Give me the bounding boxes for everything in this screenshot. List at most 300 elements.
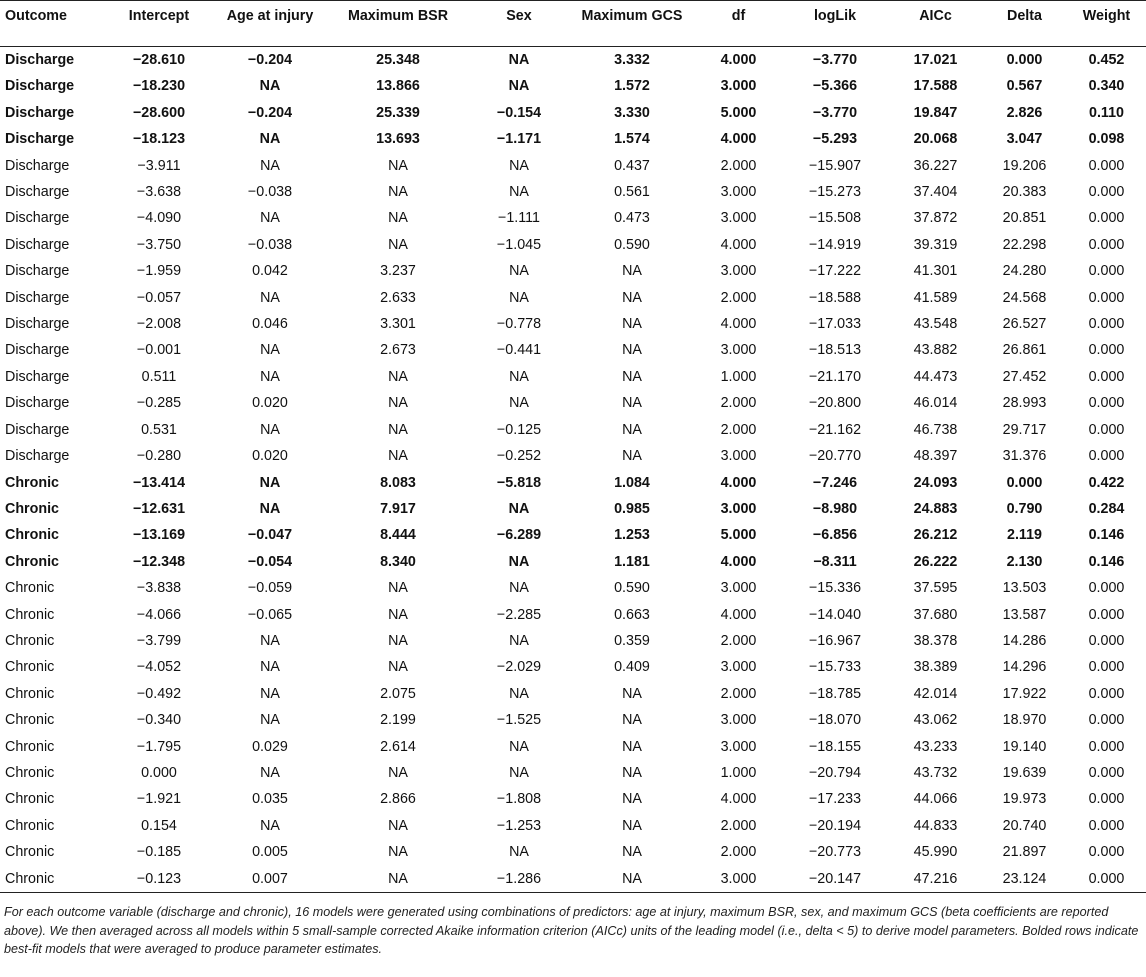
- cell-weight: 0.146: [1088, 553, 1125, 570]
- cell-loglik: −17.233: [808, 791, 862, 808]
- cell-outcome: Discharge: [5, 236, 70, 253]
- header-df: df: [696, 1, 781, 47]
- header-sex: Sex: [470, 1, 568, 47]
- cell-aicc: 37.404: [913, 184, 958, 201]
- cell-outcome: Chronic: [5, 817, 55, 834]
- cell-outcome: Discharge: [5, 421, 70, 438]
- cell-aicc: 48.397: [913, 448, 958, 465]
- cell-intercept: −0.280: [136, 448, 182, 465]
- cell-loglik: −8.311: [813, 553, 857, 570]
- cell-df: 3.000: [720, 184, 757, 201]
- cell-sex: −0.252: [496, 448, 542, 465]
- cell-weight: 0.000: [1088, 712, 1125, 729]
- cell-sex: −1.525: [496, 712, 542, 729]
- cell-delta: 14.286: [1002, 632, 1047, 649]
- cell-weight: 0.000: [1067, 866, 1146, 893]
- cell-loglik: −18.513: [808, 342, 862, 359]
- table-body: [0, 47, 1146, 893]
- cell-aicc: 38.378: [913, 632, 958, 649]
- cell-maximum-bsr: NA: [388, 448, 408, 465]
- cell-aicc: 37.680: [913, 606, 958, 623]
- cell-maximum-gcs: 1.574: [614, 131, 650, 148]
- cell-aicc: 20.068: [913, 131, 958, 148]
- cell-df: 2.000: [720, 157, 757, 174]
- cell-outcome: Chronic: [5, 764, 55, 781]
- cell-weight: 0.452: [1088, 52, 1125, 68]
- cell-age-at-injury: 0.046: [252, 316, 288, 333]
- cell-loglik: −3.770: [812, 104, 858, 121]
- cell-maximum-bsr: 3.237: [380, 263, 416, 280]
- cell-age-at-injury: NA: [260, 764, 280, 781]
- cell-weight: 0.000: [1088, 421, 1125, 438]
- cell-weight: 0.146: [1088, 527, 1125, 544]
- cell-delta: 21.897: [1002, 844, 1047, 861]
- cell-outcome: Chronic: [0, 866, 104, 893]
- table-footnote: For each outcome variable (discharge and chronic), 16 models were generated using combinations of predictors: age at injury, maximum BSR, sex, and maximum GCS (beta coefficients are reported above). We then averaged across all models within 5 small-sample corrected Akaike information criterion (AICc) units of the leading model (i.e., delta < 5) to derive model parameters. Bolded rows indicate best-fit models that were averaged to produce parameter estimates.: [4, 905, 1139, 956]
- cell-sex: NA: [509, 738, 529, 755]
- cell-maximum-gcs: 3.332: [614, 52, 650, 68]
- cell-df: 3.000: [720, 342, 757, 359]
- table-row: [0, 337, 1146, 363]
- cell-loglik: −20.794: [808, 764, 862, 781]
- cell-delta: 26.861: [1002, 342, 1047, 359]
- cell-intercept: −0.123: [104, 866, 214, 893]
- cell-df: 4.000: [720, 52, 757, 68]
- cell-df: 2.000: [720, 395, 757, 412]
- cell-intercept: −28.610: [132, 52, 186, 68]
- cell-delta: 31.376: [1002, 448, 1047, 465]
- table-row: [0, 47, 1146, 74]
- table-row: [0, 100, 1146, 126]
- cell-delta: 2.119: [1007, 527, 1042, 544]
- cell-intercept: −12.348: [132, 553, 186, 570]
- cell-weight: 0.000: [1088, 580, 1125, 597]
- cell-age-at-injury: 0.035: [252, 791, 288, 808]
- cell-maximum-bsr: NA: [388, 236, 408, 253]
- cell-age-at-injury: NA: [260, 210, 280, 227]
- header-age-at-injury: Age at injury: [214, 1, 326, 47]
- cell-outcome: Chronic: [5, 474, 60, 491]
- cell-aicc: 45.990: [913, 844, 958, 861]
- cell-age-at-injury: NA: [259, 500, 281, 517]
- cell-age-at-injury: NA: [260, 342, 280, 359]
- cell-intercept: −2.008: [136, 316, 182, 333]
- cell-delta: 3.047: [1006, 131, 1043, 148]
- cell-df: 5.000: [720, 527, 757, 544]
- table-row: [0, 707, 1146, 733]
- cell-outcome: Discharge: [5, 368, 70, 385]
- cell-df: 2.000: [720, 685, 757, 702]
- cell-outcome: Discharge: [5, 78, 75, 95]
- table-row: [0, 522, 1146, 548]
- cell-aicc: 43.548: [913, 316, 958, 333]
- cell-maximum-gcs: NA: [622, 448, 642, 465]
- cell-maximum-bsr: NA: [388, 632, 408, 649]
- cell-intercept: −3.911: [137, 157, 181, 174]
- cell-delta: 2.826: [1006, 104, 1043, 121]
- cell-intercept: −12.631: [132, 500, 186, 517]
- cell-maximum-gcs: NA: [622, 764, 642, 781]
- cell-loglik: −5.366: [812, 78, 858, 95]
- cell-loglik: −18.588: [808, 289, 862, 306]
- cell-maximum-gcs: 0.590: [614, 236, 650, 253]
- cell-maximum-gcs: NA: [622, 316, 642, 333]
- cell-age-at-injury: NA: [260, 659, 280, 676]
- cell-df: 1.000: [720, 764, 757, 781]
- cell-maximum-bsr: 2.633: [380, 289, 416, 306]
- cell-weight: 0.000: [1088, 448, 1125, 465]
- cell-sex: −5.818: [496, 474, 542, 491]
- cell-maximum-bsr: NA: [388, 421, 408, 438]
- cell-intercept: −0.001: [136, 342, 182, 359]
- cell-loglik: −6.856: [812, 527, 858, 544]
- cell-intercept: 0.000: [141, 764, 177, 781]
- cell-df: 3.000: [720, 712, 757, 729]
- cell-df: 2.000: [720, 817, 757, 834]
- cell-loglik: −18.155: [808, 738, 862, 755]
- cell-intercept: 0.511: [141, 368, 177, 385]
- header-row: [0, 1, 1146, 47]
- cell-outcome: Discharge: [5, 395, 70, 412]
- cell-weight: 0.098: [1088, 131, 1125, 148]
- cell-maximum-bsr: 3.301: [380, 316, 416, 333]
- cell-intercept: −1.795: [136, 738, 182, 755]
- cell-sex: −1.253: [496, 817, 542, 834]
- cell-df: 3.000: [720, 263, 757, 280]
- cell-loglik: −18.070: [808, 712, 862, 729]
- cell-weight: 0.000: [1088, 342, 1125, 359]
- cell-df: 4.000: [720, 553, 757, 570]
- cell-intercept: −28.600: [132, 104, 186, 121]
- cell-weight: 0.000: [1088, 685, 1125, 702]
- cell-weight: 0.110: [1089, 104, 1124, 121]
- cell-sex: NA: [508, 500, 530, 517]
- cell-outcome: Chronic: [5, 738, 55, 755]
- cell-intercept: −3.799: [136, 632, 182, 649]
- table-row: [0, 285, 1146, 311]
- cell-weight: 0.000: [1088, 817, 1125, 834]
- cell-outcome: Chronic: [5, 844, 55, 861]
- table-row: [0, 496, 1146, 522]
- table-row: [0, 126, 1146, 152]
- cell-maximum-gcs: NA: [622, 738, 642, 755]
- cell-delta: 13.587: [1002, 606, 1047, 623]
- cell-intercept: −4.090: [136, 210, 182, 227]
- cell-aicc: 43.882: [913, 342, 958, 359]
- cell-maximum-gcs: NA: [622, 685, 642, 702]
- cell-sex: −0.154: [496, 104, 542, 121]
- cell-delta: 17.922: [1002, 685, 1047, 702]
- cell-maximum-bsr: 2.199: [380, 712, 416, 729]
- cell-maximum-gcs: 0.663: [614, 606, 650, 623]
- cell-age-at-injury: NA: [259, 131, 281, 148]
- cell-age-at-injury: NA: [260, 685, 280, 702]
- cell-sex: −0.778: [496, 316, 542, 333]
- cell-aicc: 43.732: [913, 764, 958, 781]
- cell-maximum-bsr: 25.339: [376, 104, 420, 121]
- table-row: [0, 390, 1146, 416]
- cell-intercept: −18.230: [132, 78, 186, 95]
- cell-delta: 14.296: [1002, 659, 1047, 676]
- cell-delta: 23.124: [982, 866, 1067, 893]
- cell-df: 4.000: [720, 791, 757, 808]
- cell-intercept: −0.057: [136, 289, 182, 306]
- cell-age-at-injury: NA: [260, 157, 280, 174]
- cell-age-at-injury: NA: [260, 368, 280, 385]
- cell-maximum-bsr: 2.866: [380, 791, 416, 808]
- table-row: [0, 364, 1146, 390]
- cell-delta: 0.000: [1006, 474, 1043, 491]
- cell-loglik: −5.293: [812, 131, 858, 148]
- cell-maximum-gcs: NA: [622, 395, 642, 412]
- cell-outcome: Chronic: [5, 791, 55, 808]
- cell-maximum-gcs: 0.590: [614, 580, 650, 597]
- cell-aicc: 37.872: [913, 210, 958, 227]
- cell-age-at-injury: −0.204: [247, 52, 293, 68]
- cell-weight: 0.000: [1088, 184, 1125, 201]
- table-row: [0, 153, 1146, 179]
- cell-outcome: Discharge: [5, 289, 70, 306]
- cell-aicc: 42.014: [913, 685, 958, 702]
- table-row: [0, 734, 1146, 760]
- cell-loglik: −17.222: [808, 263, 862, 280]
- cell-maximum-bsr: 8.340: [380, 553, 416, 570]
- cell-outcome: Discharge: [5, 131, 75, 148]
- cell-maximum-gcs: NA: [622, 791, 642, 808]
- cell-aicc: 47.216: [889, 866, 982, 893]
- cell-outcome: Discharge: [5, 342, 70, 359]
- table-row: [0, 73, 1146, 99]
- cell-sex: NA: [509, 368, 529, 385]
- cell-maximum-gcs: NA: [622, 844, 642, 861]
- header-weight: Weight: [1067, 1, 1146, 47]
- cell-delta: 20.740: [1002, 817, 1047, 834]
- cell-maximum-bsr: 13.866: [376, 78, 420, 95]
- cell-loglik: −14.040: [808, 606, 862, 623]
- cell-weight: 0.000: [1088, 632, 1125, 649]
- header-outcome: Outcome: [0, 1, 104, 47]
- table-row: [0, 443, 1146, 469]
- cell-intercept: −4.066: [136, 606, 182, 623]
- cell-outcome: Discharge: [5, 157, 70, 174]
- cell-delta: 19.973: [1002, 791, 1047, 808]
- cell-aicc: 44.473: [913, 368, 958, 385]
- cell-maximum-bsr: NA: [388, 606, 408, 623]
- table-row: [0, 549, 1146, 575]
- cell-age-at-injury: NA: [260, 632, 280, 649]
- cell-sex: NA: [509, 395, 529, 412]
- cell-delta: 19.206: [1002, 157, 1047, 174]
- cell-maximum-gcs: 0.985: [614, 500, 650, 517]
- cell-sex: −6.289: [496, 527, 542, 544]
- cell-aicc: 43.062: [913, 712, 958, 729]
- cell-outcome: Chronic: [5, 659, 55, 676]
- cell-delta: 0.790: [1006, 500, 1043, 517]
- cell-outcome: Chronic: [5, 500, 60, 517]
- cell-delta: 13.503: [1002, 580, 1047, 597]
- cell-aicc: 37.595: [913, 580, 958, 597]
- cell-weight: 0.340: [1088, 78, 1125, 95]
- cell-sex: NA: [509, 580, 529, 597]
- cell-df: 3.000: [720, 448, 757, 465]
- cell-sex: NA: [508, 52, 530, 68]
- cell-age-at-injury: −0.065: [247, 606, 293, 623]
- cell-aicc: 44.066: [913, 791, 958, 808]
- cell-delta: 20.383: [1002, 184, 1047, 201]
- cell-loglik: −18.785: [808, 685, 862, 702]
- cell-aicc: 19.847: [913, 104, 958, 121]
- cell-sex: NA: [509, 157, 529, 174]
- cell-age-at-injury: NA: [259, 78, 281, 95]
- cell-intercept: −3.638: [136, 184, 182, 201]
- table-row: [0, 813, 1146, 839]
- cell-loglik: −15.508: [808, 210, 862, 227]
- table-row: [0, 681, 1146, 707]
- cell-df: 5.000: [720, 104, 757, 121]
- cell-loglik: −21.170: [808, 368, 862, 385]
- cell-maximum-gcs: 1.084: [614, 474, 650, 491]
- table-row: [0, 839, 1146, 865]
- cell-age-at-injury: 0.042: [252, 263, 288, 280]
- cell-delta: 22.298: [1002, 236, 1047, 253]
- cell-df: 2.000: [720, 421, 757, 438]
- cell-maximum-bsr: 2.614: [380, 738, 416, 755]
- cell-loglik: −20.770: [808, 448, 862, 465]
- cell-loglik: −20.800: [808, 395, 862, 412]
- table-row: [0, 602, 1146, 628]
- table-row: [0, 179, 1146, 205]
- cell-maximum-bsr: 2.673: [380, 342, 416, 359]
- cell-delta: 29.717: [1002, 421, 1047, 438]
- cell-aicc: 36.227: [913, 157, 958, 174]
- cell-sex: −2.029: [496, 659, 542, 676]
- cell-df: 3.000: [720, 500, 757, 517]
- cell-df: 2.000: [720, 844, 757, 861]
- cell-aicc: 46.738: [913, 421, 958, 438]
- cell-intercept: −0.185: [136, 844, 182, 861]
- cell-aicc: 26.222: [913, 553, 958, 570]
- cell-outcome: Discharge: [5, 104, 75, 121]
- cell-age-at-injury: −0.054: [247, 553, 293, 570]
- header-aicc: AICc: [889, 1, 982, 47]
- table-row: [0, 760, 1146, 786]
- cell-maximum-gcs: NA: [622, 421, 642, 438]
- cell-age-at-injury: 0.020: [252, 395, 288, 412]
- cell-delta: 0.000: [1006, 52, 1043, 68]
- cell-df: 4.000: [720, 316, 757, 333]
- cell-weight: 0.000: [1088, 316, 1125, 333]
- cell-weight: 0.422: [1088, 474, 1125, 491]
- cell-maximum-bsr: NA: [326, 866, 470, 893]
- cell-age-at-injury: 0.020: [252, 448, 288, 465]
- cell-outcome: Chronic: [5, 685, 55, 702]
- cell-aicc: 38.389: [913, 659, 958, 676]
- cell-outcome: Chronic: [5, 580, 55, 597]
- cell-weight: 0.000: [1088, 791, 1125, 808]
- cell-df: 4.000: [720, 131, 757, 148]
- cell-maximum-bsr: NA: [388, 184, 408, 201]
- table-row: [0, 205, 1146, 231]
- cell-sex: NA: [509, 289, 529, 306]
- cell-maximum-gcs: 0.561: [614, 184, 650, 201]
- cell-maximum-gcs: 0.437: [614, 157, 650, 174]
- cell-weight: 0.000: [1088, 606, 1125, 623]
- cell-weight: 0.000: [1088, 764, 1125, 781]
- cell-delta: 27.452: [1002, 368, 1047, 385]
- cell-age-at-injury: 0.005: [252, 844, 288, 861]
- cell-loglik: −16.967: [808, 632, 862, 649]
- cell-age-at-injury: 0.029: [252, 738, 288, 755]
- cell-aicc: 17.021: [913, 52, 958, 68]
- cell-sex: NA: [509, 632, 529, 649]
- cell-sex: −1.045: [496, 236, 542, 253]
- cell-sex: −1.808: [496, 791, 542, 808]
- cell-maximum-bsr: NA: [388, 157, 408, 174]
- cell-sex: −0.441: [496, 342, 542, 359]
- cell-maximum-bsr: NA: [388, 844, 408, 861]
- cell-df: 3.000: [720, 78, 757, 95]
- cell-maximum-bsr: 25.348: [376, 52, 420, 68]
- cell-aicc: 39.319: [913, 236, 958, 253]
- cell-delta: 2.130: [1006, 553, 1043, 570]
- cell-loglik: −15.907: [808, 157, 862, 174]
- cell-aicc: 43.233: [913, 738, 958, 755]
- cell-aicc: 41.301: [913, 263, 958, 280]
- cell-weight: 0.000: [1088, 210, 1125, 227]
- table-row: [0, 866, 1146, 893]
- cell-maximum-bsr: NA: [388, 659, 408, 676]
- cell-weight: 0.000: [1088, 236, 1125, 253]
- table-row: [0, 786, 1146, 812]
- cell-df: 2.000: [720, 289, 757, 306]
- cell-maximum-bsr: NA: [388, 764, 408, 781]
- cell-aicc: 44.833: [913, 817, 958, 834]
- cell-delta: 28.993: [1002, 395, 1047, 412]
- cell-df: 3.000: [720, 210, 757, 227]
- cell-sex: NA: [509, 685, 529, 702]
- cell-aicc: 46.014: [913, 395, 958, 412]
- cell-weight: 0.000: [1088, 844, 1125, 861]
- cell-age-at-injury: NA: [260, 289, 280, 306]
- cell-loglik: −14.919: [808, 236, 862, 253]
- cell-weight: 0.000: [1088, 738, 1125, 755]
- cell-maximum-bsr: 7.917: [380, 500, 416, 517]
- cell-weight: 0.000: [1088, 157, 1125, 174]
- cell-age-at-injury: NA: [260, 712, 280, 729]
- table-row: [0, 654, 1146, 680]
- cell-maximum-gcs: 1.181: [614, 553, 650, 570]
- cell-loglik: −8.980: [812, 500, 858, 517]
- table-row: [0, 470, 1146, 496]
- cell-sex: NA: [509, 184, 529, 201]
- cell-maximum-gcs: 1.253: [614, 527, 650, 544]
- cell-age-at-injury: 0.007: [214, 866, 326, 893]
- cell-delta: 24.568: [1002, 289, 1047, 306]
- cell-weight: 0.000: [1088, 289, 1125, 306]
- cell-weight: 0.284: [1088, 500, 1125, 517]
- cell-maximum-gcs: NA: [568, 866, 696, 893]
- cell-loglik: −21.162: [808, 421, 862, 438]
- cell-weight: 0.000: [1088, 263, 1125, 280]
- cell-df: 4.000: [720, 474, 757, 491]
- cell-sex: −1.171: [496, 131, 542, 148]
- table-row: [0, 417, 1146, 443]
- cell-df: 2.000: [720, 632, 757, 649]
- table-row: [0, 311, 1146, 337]
- cell-maximum-bsr: NA: [388, 580, 408, 597]
- table-row: [0, 232, 1146, 258]
- cell-maximum-gcs: NA: [622, 712, 642, 729]
